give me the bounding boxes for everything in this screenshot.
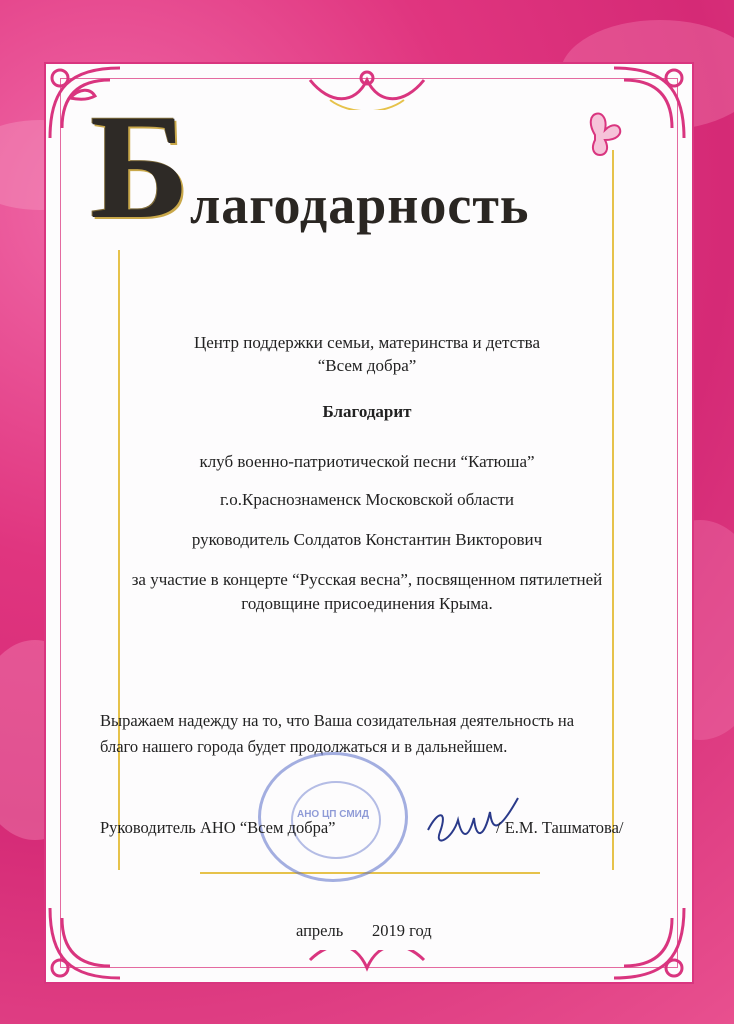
date-year: 2019 год [372, 921, 432, 940]
date-month: апрель [296, 921, 344, 940]
stamp-text: АНО ЦП СМИД [296, 809, 369, 820]
org-line-1: Центр поддержки семьи, материнства и детства [193, 333, 540, 352]
bottom-center-ornament [300, 950, 434, 990]
reason-line-1: за участие в концерте “Русская весна”, посвященном пятилетней [131, 570, 603, 589]
recipient-leader: руководитель Солдатов Константин Викторович [191, 530, 543, 549]
recipient-city: г.о.Краснознаменск Московской области [220, 490, 514, 509]
gold-line-right [612, 150, 614, 870]
signature-role: Руководитель АНО “Всем добра” [100, 818, 336, 837]
title-initial: Б [90, 84, 190, 250]
org-line-2: “Всем добра” [317, 356, 417, 375]
recipient-club: клуб военно-патриотической песни “Катюша” [199, 452, 535, 471]
signature-name: / Е.М. Ташматова/ [496, 818, 624, 837]
thanks-word: Благодарит [322, 402, 412, 421]
title-text: лагодарность [190, 175, 530, 235]
corner-ornament-bottom-left [40, 898, 130, 988]
corner-ornament-bottom-right [604, 898, 694, 988]
reason-line-2: годовщине присоединения Крыма. [241, 594, 493, 613]
flower-ornament [560, 100, 630, 170]
wish-line-1: Выражаем надежду на то, что Ваша созидательная деятельность на [100, 711, 575, 730]
top-center-ornament [300, 60, 434, 110]
wish-line-2: благо нашего города будет продолжаться и в дальнейшем. [100, 737, 508, 756]
